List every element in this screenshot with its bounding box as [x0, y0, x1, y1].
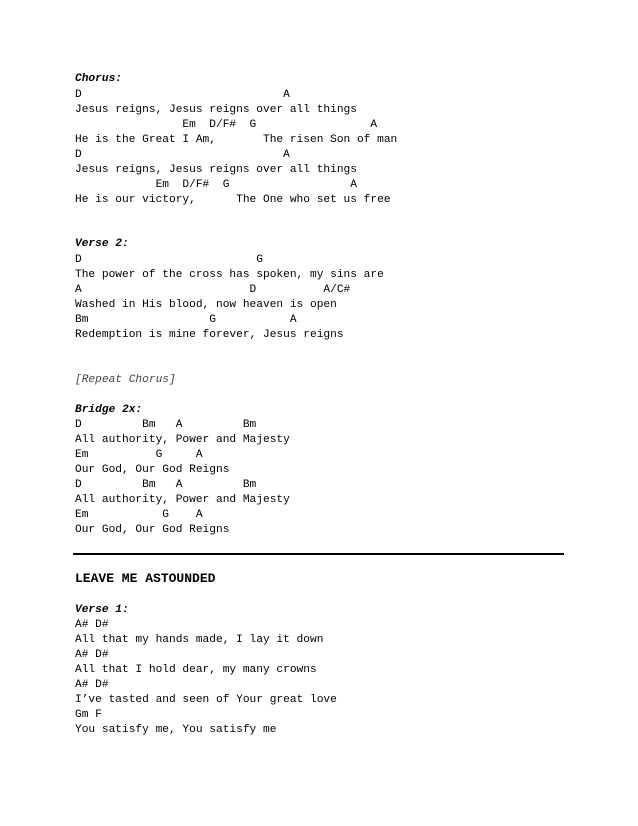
- lyric-line: Washed in His blood, now heaven is open: [75, 299, 337, 311]
- chord-line: Em D/F# G A: [75, 119, 378, 131]
- lyric-line: The power of the cross has spoken, my sins are: [75, 269, 384, 281]
- chord-line: Bm G A: [75, 314, 297, 326]
- lyric-line: All authority, Power and Majesty: [75, 494, 290, 506]
- lyric-line: All that my hands made, I lay it down: [75, 634, 324, 646]
- chord-line: A D A/C#: [75, 284, 351, 296]
- lyric-line: He is our victory, The One who set us free: [75, 194, 391, 206]
- repeat-chorus-note: [Repeat Chorus]: [75, 374, 176, 386]
- lyric-line: Our God, Our God Reigns: [75, 524, 230, 536]
- lyric-line: Jesus reigns, Jesus reigns over all things: [75, 104, 357, 116]
- chord-line: D G: [75, 254, 263, 266]
- chord-line: A# D#: [75, 679, 109, 691]
- lyric-line: Our God, Our God Reigns: [75, 464, 230, 476]
- chord-line: Em G A: [75, 449, 203, 461]
- section-divider: [73, 553, 564, 555]
- lyric-line: You satisfy me, You satisfy me: [75, 724, 277, 736]
- chord-line: D A: [75, 89, 290, 101]
- lyric-line: All that I hold dear, my many crowns: [75, 664, 317, 676]
- lyric-line: He is the Great I Am, The risen Son of man: [75, 134, 398, 146]
- chord-line: Em D/F# G A: [75, 179, 357, 191]
- chorus-heading: Chorus:: [75, 73, 122, 85]
- chord-line: A# D#: [75, 619, 109, 631]
- chord-line: D Bm A Bm: [75, 479, 257, 491]
- chord-line: Gm F: [75, 709, 102, 721]
- verse2-heading: Verse 2:: [75, 238, 129, 250]
- verse1-heading: Verse 1:: [75, 604, 129, 616]
- song-title: LEAVE ME ASTOUNDED: [75, 571, 216, 586]
- chord-line: Em G A: [75, 509, 203, 521]
- chord-line: D Bm A Bm: [75, 419, 257, 431]
- chord-line: A# D#: [75, 649, 109, 661]
- lyric-line: All authority, Power and Majesty: [75, 434, 290, 446]
- bridge-heading: Bridge 2x:: [75, 404, 143, 416]
- lyric-line: I’ve tasted and seen of Your great love: [75, 694, 337, 706]
- lyric-line: Jesus reigns, Jesus reigns over all things: [75, 164, 357, 176]
- chord-line: D A: [75, 149, 290, 161]
- lyric-line: Redemption is mine forever, Jesus reigns: [75, 329, 344, 341]
